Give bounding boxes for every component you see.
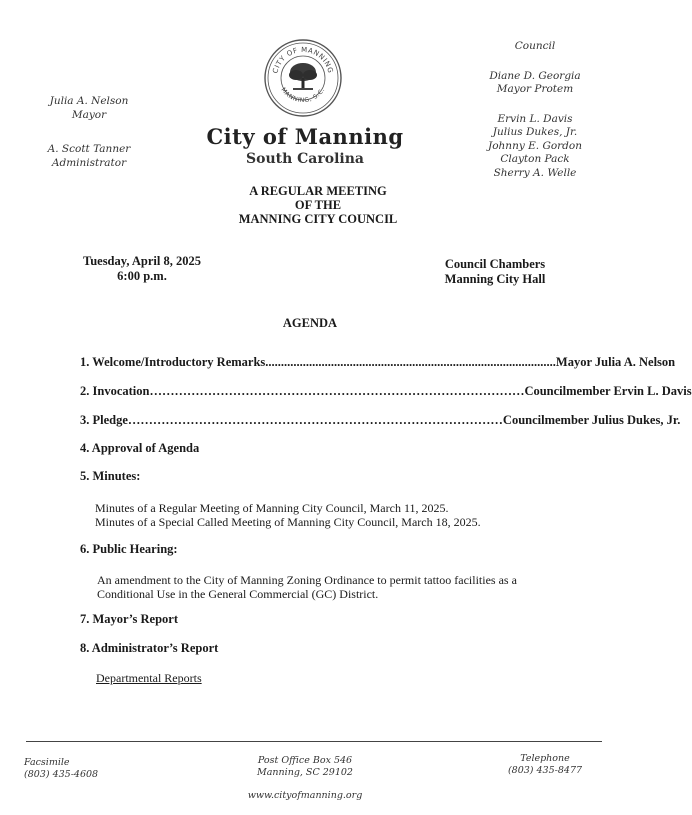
mayor-protem-name: Diane D. Georgia (489, 69, 581, 82)
administrator-name: A. Scott Tanner (47, 143, 131, 155)
council-heading: Council (514, 40, 556, 52)
agenda-item-welcome (80, 355, 676, 370)
fax-number: (803) 435-4608 (24, 769, 99, 780)
meeting-heading-line3: MANNING CITY COUNCIL (238, 212, 398, 226)
agenda-item-public-hearing: 6. Public Hearing: (80, 542, 178, 556)
public-hearing-detail-line2: Conditional Use in the General Commercial (GC) District. (97, 587, 379, 601)
council-member: Johnny E. Gordon (488, 139, 582, 152)
meeting-heading-line2: OF THE (294, 198, 342, 212)
footer-address (240, 755, 370, 779)
minutes-regular-meeting: Minutes of a Regular Meeting of Manning City Council, March 11, 2025. (95, 501, 449, 515)
footer-fax (24, 757, 98, 781)
departmental-reports: Departmental Reports (96, 671, 202, 685)
dot-leader: ……………………………………………………………………………… (127, 413, 503, 427)
agenda-title: AGENDA (282, 316, 338, 330)
seal-text-top: CITY OF MANNING (271, 45, 335, 75)
phone-label: Telephone (520, 753, 570, 764)
city-seal (263, 38, 343, 118)
seal-icon (263, 38, 343, 118)
agenda-item-administrators-report: 8. Administrator’s Report (80, 641, 219, 655)
dot-leader: ……………………………………………………………………………… (149, 384, 525, 398)
agenda-item-label: 3. Pledge (80, 413, 128, 427)
council-member: Julius Dukes, Jr. (492, 126, 578, 138)
council-member: Clayton Pack (500, 153, 570, 165)
location-line2: Manning City Hall (444, 272, 546, 286)
council-list (470, 40, 600, 180)
location-line1: Council Chambers (444, 257, 546, 271)
agenda-item-presenter: Mayor Julia A. Nelson (555, 355, 676, 369)
meeting-location (430, 257, 560, 287)
dot-leader: ............................................................................................. (265, 355, 556, 369)
footer-phone (500, 753, 590, 777)
address-line2: Manning, SC 29102 (257, 767, 353, 778)
phone-number: (803) 435-8477 (507, 765, 583, 776)
website-link[interactable]: www.cityofmanning.org (247, 790, 363, 801)
address-line1: Post Office Box 546 (257, 755, 353, 766)
meeting-time: 6:00 p.m. (117, 269, 167, 283)
city-name: City of Manning (206, 124, 404, 149)
footer-divider (26, 741, 602, 742)
state-name: South Carolina (246, 151, 364, 167)
agenda-item-invocation (80, 384, 692, 399)
agenda-item-presenter: Councilmember Julius Dukes, Jr. (502, 413, 681, 427)
mayor-title: Mayor (71, 109, 107, 121)
meeting-heading-line1: A REGULAR MEETING (249, 184, 387, 198)
council-member: Ervin L. Davis (497, 112, 573, 125)
agenda-item-pledge (80, 413, 681, 428)
agenda-item-label: 1. Welcome/Introductory Remarks (80, 355, 266, 369)
public-hearing-detail-line1: An amendment to the City of Manning Zoning Ordinance to permit tattoo facilities as a (97, 573, 517, 587)
meeting-date: Tuesday, April 8, 2025 (83, 254, 201, 268)
left-officials (34, 94, 144, 170)
agenda-item-mayors-report: 7. Mayor’s Report (80, 612, 178, 626)
agenda-item-minutes: 5. Minutes: (80, 469, 141, 483)
minutes-special-meeting: Minutes of a Special Called Meeting of Manning City Council, March 18, 2025. (95, 515, 481, 529)
meeting-datetime (72, 254, 212, 284)
administrator-title: Administrator (51, 157, 127, 169)
agenda-item-label: 2. Invocation (80, 384, 150, 398)
meeting-heading (200, 184, 436, 226)
mayor-name: Julia A. Nelson (49, 95, 129, 107)
agenda-item-approval: 4. Approval of Agenda (80, 441, 200, 455)
fax-label: Facsimile (24, 757, 70, 768)
council-member: Sherry A. Welle (493, 166, 577, 179)
mayor-protem-title: Mayor Protem (496, 83, 574, 95)
agenda-item-presenter: Councilmember Ervin L. Davis (524, 384, 692, 398)
seal-text-bottom: MANNING, S.C. (279, 86, 327, 105)
